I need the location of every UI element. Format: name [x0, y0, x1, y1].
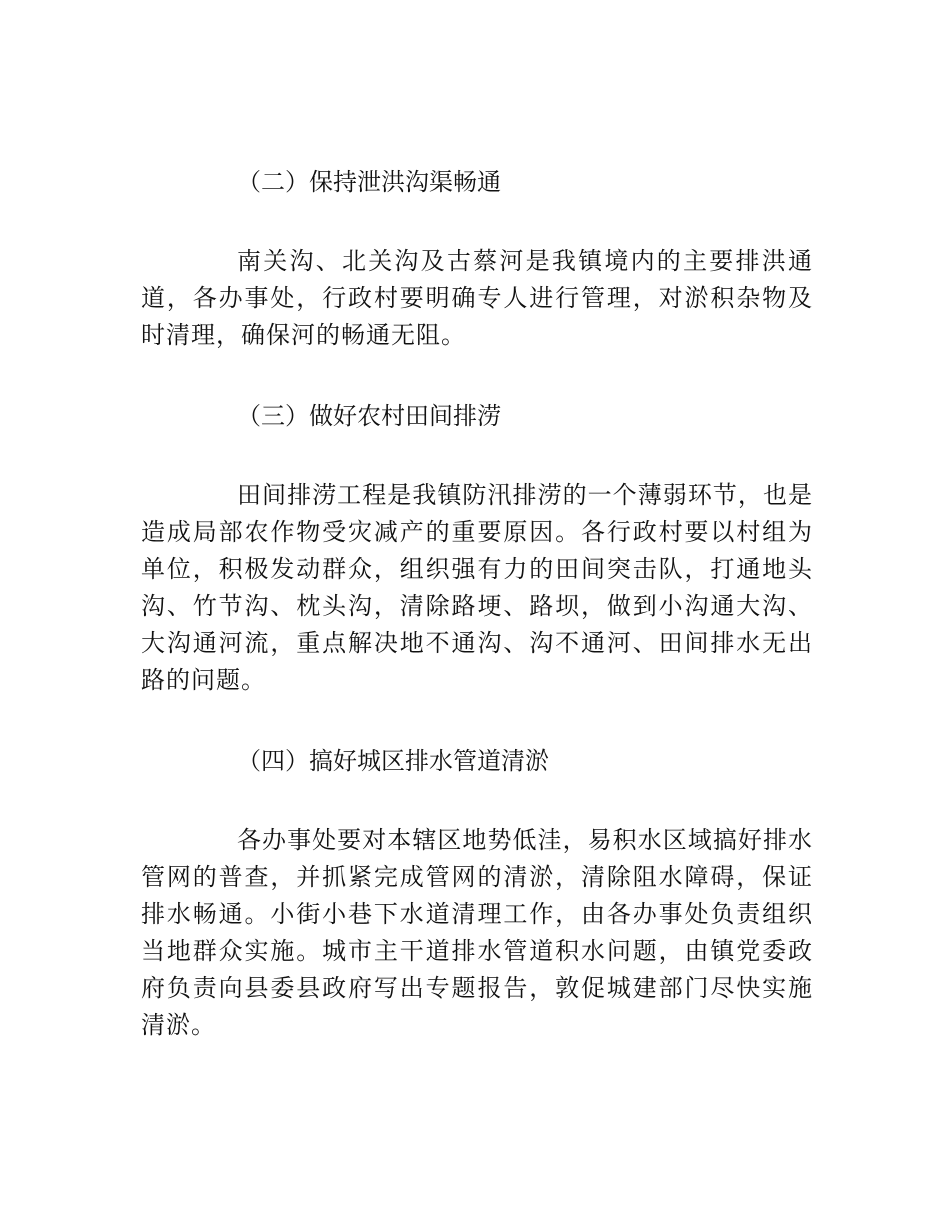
spacer [141, 780, 813, 822]
section-paragraph-3: 田间排涝工程是我镇防汛排涝的一个薄弱环节，也是造成局部农作物受灾减产的重要原因。各行政村要以村组为单位，积极发动群众，组织强有力的田间突击队，打通地头沟、竹节沟、枕头沟，清除路埂、路坝，做到小沟通大沟、大沟通河流，重点解决地不通沟、沟不通河、田间排水无出路的问题。 [141, 481, 813, 694]
spacer [141, 354, 813, 398]
spacer [141, 201, 813, 243]
section-heading-3: （三）做好农村田间排涝 [237, 402, 501, 430]
spacer [141, 699, 813, 743]
document-body [141, 164, 813, 1044]
section-heading-4: （四）搞好城区排水管道清淤 [237, 747, 549, 775]
section-paragraph-4: 各办事处要对本辖区地势低洼，易积水区域搞好排水管网的普查，并抓紧完成管网的清淤，清除阻水障碍，保证排水畅通。小街小巷下水道清理工作，由各办事处负责组织当地群众实施。城市主干道排水管道积水问题，由镇党委政府负责向县委县政府写出专题报告，敦促城建部门尽快实施清淤。 [141, 826, 813, 1039]
spacer [141, 435, 813, 477]
section-heading-2: （二）保持泄洪沟渠畅通 [237, 168, 501, 196]
section-paragraph-2: 南关沟、北关沟及古蔡河是我镇境内的主要排洪通道，各办事处，行政村要明确专人进行管理，对淤积杂物及时清理，确保河的畅通无阻。 [141, 247, 813, 349]
